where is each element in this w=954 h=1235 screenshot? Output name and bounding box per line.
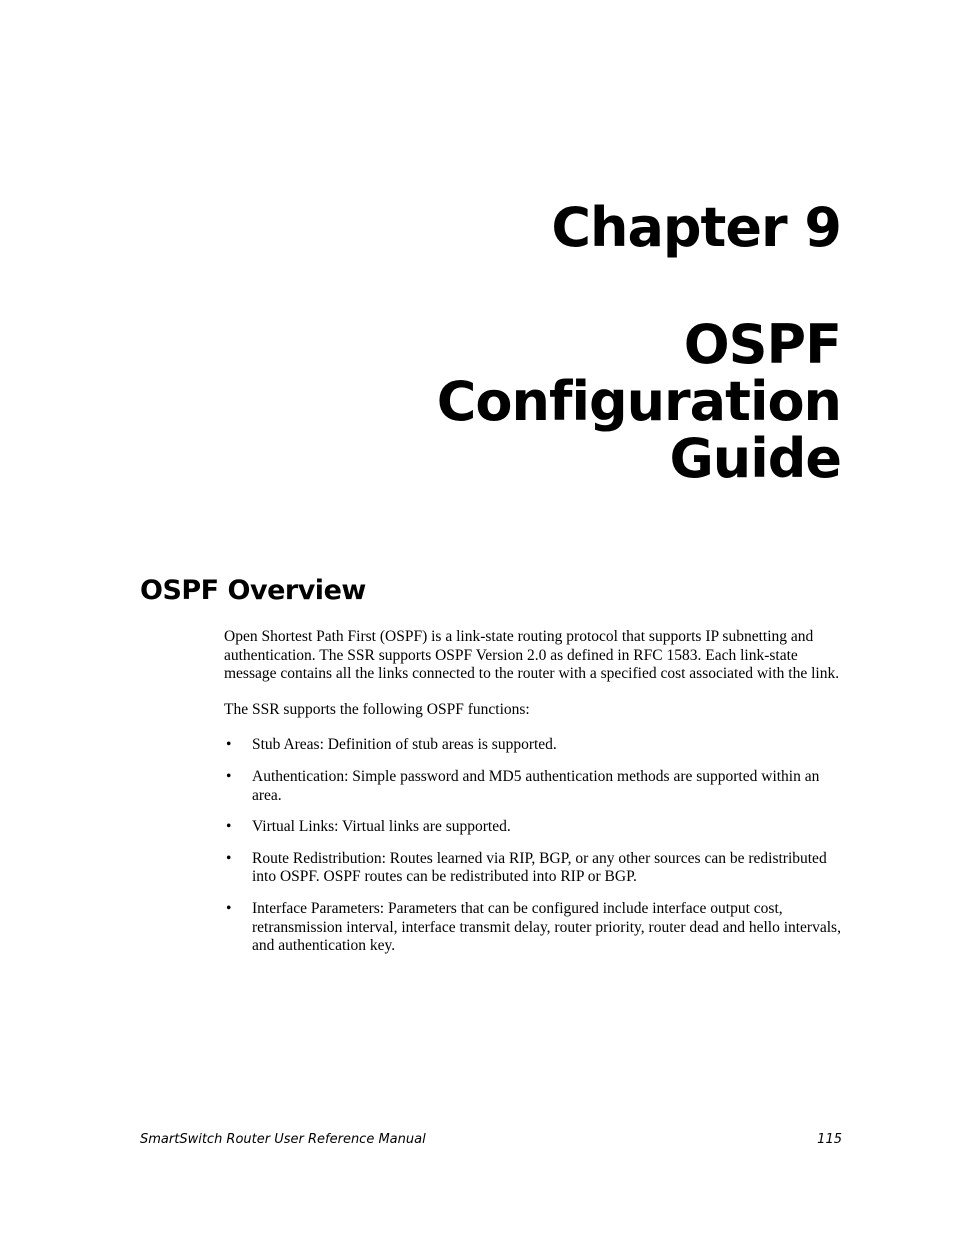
functions-list: [224, 736, 844, 955]
chapter-title: [436, 313, 841, 490]
list-item-text: Route Redistribution: Routes learned via RIP, BGP, or any other sources can be redistributed into OSPF. OSPF routes can be redistributed into RIP or BGP.: [252, 849, 827, 886]
list-item: [224, 850, 844, 887]
chapter-title-line: Guide: [669, 427, 841, 490]
functions-intro-paragraph: The SSR supports the following OSPF functions:: [224, 700, 530, 718]
list-item-text: Stub Areas: Definition of stub areas is supported.: [252, 736, 557, 754]
bullet-icon: •: [226, 767, 232, 785]
bullet-icon: •: [226, 818, 232, 836]
section-body: [224, 628, 844, 969]
list-item: [224, 736, 844, 755]
bullet-icon: •: [226, 899, 232, 917]
list-item-text: Virtual Links: Virtual links are supported.: [252, 818, 511, 836]
chapter-title-line: OSPF: [683, 313, 841, 376]
list-item: [224, 818, 844, 837]
intro-paragraph: Open Shortest Path First (OSPF) is a link-state routing protocol that supports IP subnetting and authentication. The SSR supports OSPF Version 2.0 as defined in RFC 1583. Each link-state message contains all the links connected to the router with a specified cost associated with the link.: [224, 628, 840, 683]
list-item: [224, 768, 844, 805]
list-item: [224, 900, 844, 956]
footer-page-number: 115: [817, 1132, 842, 1147]
section-heading: OSPF Overview: [140, 575, 366, 606]
footer-manual-title: SmartSwitch Router User Reference Manual: [140, 1132, 426, 1147]
list-item-text: Interface Parameters: Parameters that can be configured include interface output cost, retransmission interval, interface transmit delay, router priority, router dead and hello intervals, and authentication key.: [252, 899, 841, 955]
list-item-text: Authentication: Simple password and MD5 authentication methods are supported within an area.: [252, 767, 820, 804]
chapter-title-line: Configuration: [436, 370, 841, 433]
bullet-icon: •: [226, 736, 232, 754]
bullet-icon: •: [226, 849, 232, 867]
chapter-number: Chapter 9: [551, 196, 841, 259]
